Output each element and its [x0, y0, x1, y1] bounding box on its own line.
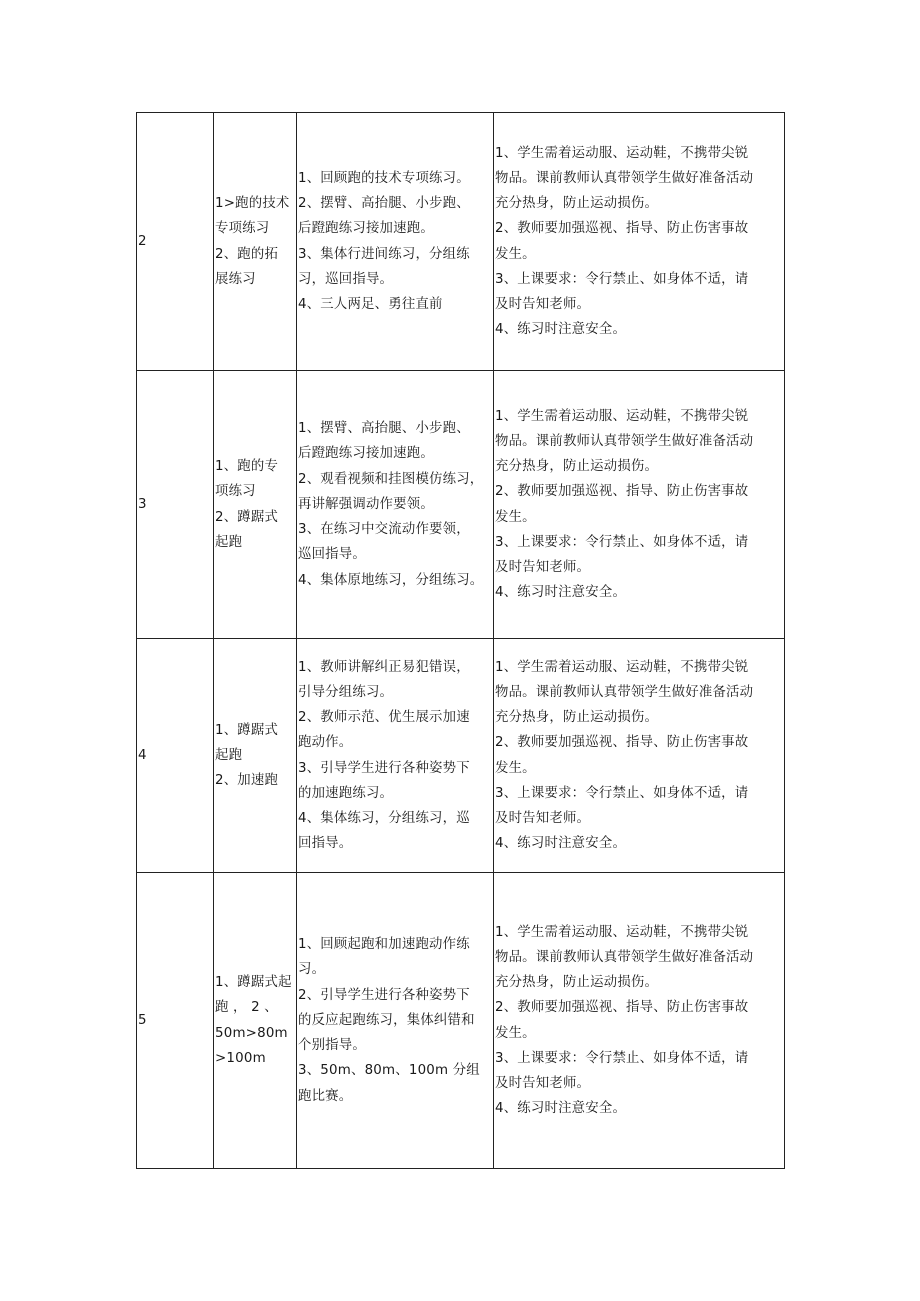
lesson-number-cell: 3	[137, 371, 214, 639]
content-cell: 1、摆臂、高抬腿、小步跑、 后蹬跑练习接加速跑。 2、观看视频和挂图模仿练习， 再讲解强调动作要领。 3、在练习中交流动作要领， 巡回指导。 4、集体原地练习，分组练习。	[297, 371, 494, 639]
safety-cell: 1、学生需着运动服、运动鞋，不携带尖锐 物品。课前教师认真带领学生做好准备活动 充分热身，防止运动损伤。 2、教师要加强巡视、指导、防止伤害事故 发生。 3、上课要求：令行禁止、如身体不适，请 及时告知老师。 4、练习时注意安全。	[494, 113, 785, 371]
lesson-plan-table	[136, 112, 785, 1169]
content-cell: 1、教师讲解纠正易犯错误， 引导分组练习。 2、教师示范、优生展示加速 跑动作。 3、引导学生进行各种姿势下 的加速跑练习。 4、集体练习，分组练习，巡 回指导。	[297, 639, 494, 873]
table-row	[137, 873, 785, 1169]
safety-cell: 1、学生需着运动服、运动鞋，不携带尖锐 物品。课前教师认真带领学生做好准备活动 充分热身，防止运动损伤。 2、教师要加强巡视、指导、防止伤害事故 发生。 3、上课要求：令行禁止、如身体不适，请 及时告知老师。 4、练习时注意安全。	[494, 639, 785, 873]
table-row	[137, 371, 785, 639]
lesson-number-cell: 4	[137, 639, 214, 873]
table-row	[137, 113, 785, 371]
safety-cell: 1、学生需着运动服、运动鞋，不携带尖锐 物品。课前教师认真带领学生做好准备活动 充分热身，防止运动损伤。 2、教师要加强巡视、指导、防止伤害事故 发生。 3、上课要求：令行禁止、如身体不适，请 及时告知老师。 4、练习时注意安全。	[494, 873, 785, 1169]
topic-cell: 1、蹲踞式起 跑 ， 2 、 50m>80m >100m	[214, 873, 297, 1169]
safety-cell: 1、学生需着运动服、运动鞋，不携带尖锐 物品。课前教师认真带领学生做好准备活动 充分热身，防止运动损伤。 2、教师要加强巡视、指导、防止伤害事故 发生。 3、上课要求：令行禁止、如身体不适，请 及时告知老师。 4、练习时注意安全。	[494, 371, 785, 639]
topic-cell: 1、跑的专 项练习 2、蹲踞式 起跑	[214, 371, 297, 639]
topic-cell: 1>跑的技术 专项练习 2、跑的拓 展练习	[214, 113, 297, 371]
lesson-number-cell: 2	[137, 113, 214, 371]
content-cell: 1、回顾起跑和加速跑动作练 习。 2、引导学生进行各种姿势下 的反应起跑练习，集体纠错和 个别指导。 3、50m、80m、100m 分组 跑比赛。	[297, 873, 494, 1169]
table-row	[137, 639, 785, 873]
topic-cell: 1、蹲踞式 起跑 2、加速跑	[214, 639, 297, 873]
lesson-number-cell: 5	[137, 873, 214, 1169]
content-cell: 1、回顾跑的技术专项练习。 2、摆臂、高抬腿、小步跑、 后蹬跑练习接加速跑。 3、集体行进间练习，分组练 习，巡回指导。 4、三人两足、勇往直前	[297, 113, 494, 371]
